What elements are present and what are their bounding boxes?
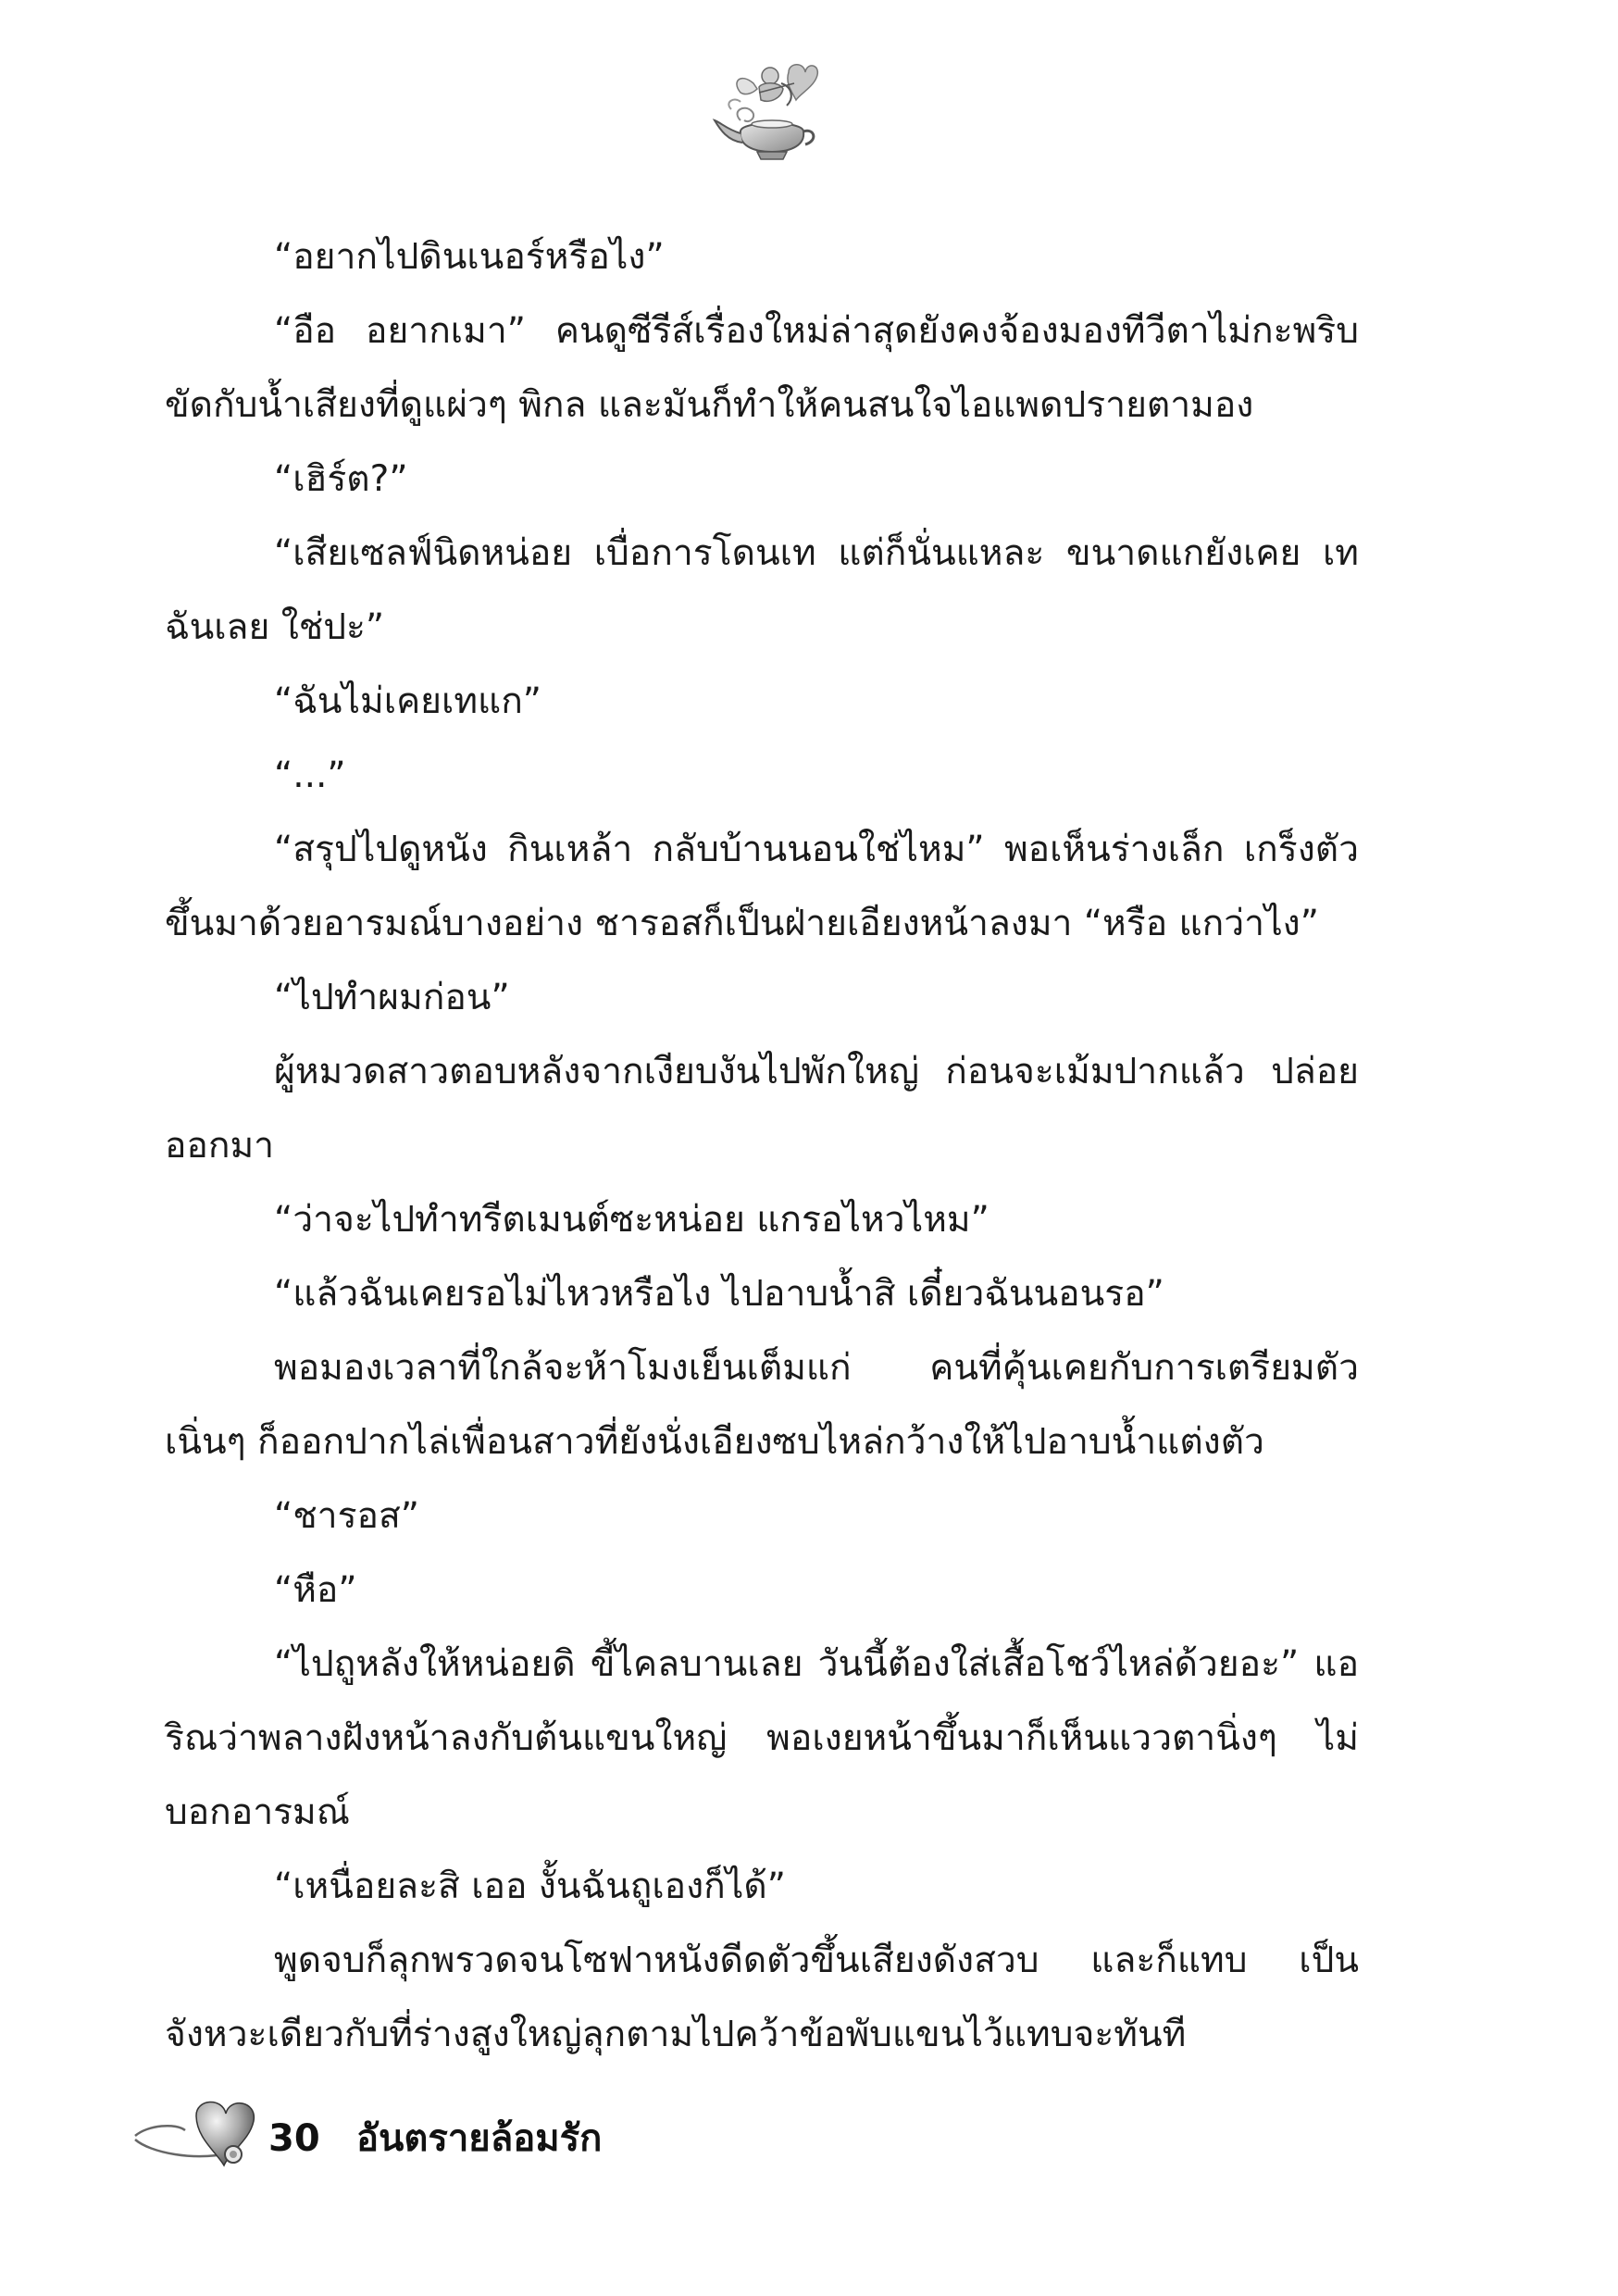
paragraph: “ชารอส” xyxy=(274,1495,419,1537)
paragraph: “เฮิร์ต?” xyxy=(274,458,408,500)
book-title: อันตรายล้อมรัก xyxy=(356,2117,603,2160)
paragraph: “ว่าจะไปทำทรีตเมนต์ซะหน่อย แกรอไหวไหม” xyxy=(274,1199,989,1241)
paragraph: “แล้วฉันเคยรอไม่ไหวหรือไง ไปอาบน้ำสิ เดี๋ยวฉันนอนรอ” xyxy=(274,1273,1164,1315)
paragraph: พูดจบก็ลุกพรวดจนโซฟาหนังดีดตัวขึ้นเสียงดังสวบ และก็แทบ เป็นจังหวะเดียวกับที่ร่างสูงใหญ่ลุกตามไปคว้าข้อพับแขนไว้แทบจะทันที xyxy=(165,1940,1359,2055)
paragraph: “อยากไปดินเนอร์หรือไง” xyxy=(274,236,665,278)
cupid-teapot-icon xyxy=(703,56,824,167)
paragraph: “เสียเซลฟ์นิดหน่อย เบื่อการโดนเท แต่ก็นั่นแหละ ขนาดแกยังเคย เทฉันเลย ใช่ปะ” xyxy=(165,532,1359,648)
page-footer xyxy=(130,2088,963,2180)
page-number: 30 xyxy=(268,2117,320,2160)
paragraph: “หือ” xyxy=(274,1569,357,1611)
paragraph: “สรุปไปดูหนัง กินเหล้า กลับบ้านนอนใช่ไหม” พอเห็นร่างเล็ก เกร็งตัวขึ้นมาด้วยอารมณ์บางอย่าง ชารอสก็เป็นฝ่ายเอียงหน้าลงมา “หรือ แกว่าไง” xyxy=(165,829,1359,944)
paragraph: “ไปทำผมก่อน” xyxy=(274,977,510,1018)
paragraph: “เหนื่อยละสิ เออ งั้นฉันถูเองก็ได้” xyxy=(274,1866,786,1907)
paragraph: “ฉันไม่เคยเทแก” xyxy=(274,680,542,722)
story-text xyxy=(165,220,1359,2072)
paragraph: พอมองเวลาที่ใกล้จะห้าโมงเย็นเต็มแก่ คนที่คุ้นเคยกับการเตรียมตัว เนิ่นๆ ก็ออกปากไล่เพื่อนสาวที่ยังนั่งเอียงซบไหล่กว้างให้ไปอาบน้ำแต่งตัว xyxy=(165,1347,1359,1463)
paragraph: “...” xyxy=(274,755,346,796)
paragraph: ผู้หมวดสาวตอบหลังจากเงียบงันไปพักใหญ่ ก่อนจะเม้มปากแล้ว ปล่อยออกมา xyxy=(165,1051,1359,1167)
paragraph: “อือ อยากเมา” คนดูซีรีส์เรื่องใหม่ล่าสุดยังคงจ้องมองทีวีตาไม่กะพริบ ขัดกับน้ำเสียงที่ดูแผ่วๆ พิกล และมันก็ทำให้คนสนใจไอแพดปรายตามอง xyxy=(165,310,1359,426)
paragraph: “ไปถูหลังให้หน่อยดิ ขี้ไคลบานเลย วันนี้ต้องใส่เสื้อโชว์ไหล่ด้วยอะ” แอริณว่าพลางฝังหน้าลงกับต้นแขนใหญ่ พอเงยหน้าขึ้นมาก็เห็นแววตานิ่งๆ ไม่บอกอารมณ์ xyxy=(165,1643,1359,1833)
heart-stethoscope-icon xyxy=(130,2088,268,2180)
